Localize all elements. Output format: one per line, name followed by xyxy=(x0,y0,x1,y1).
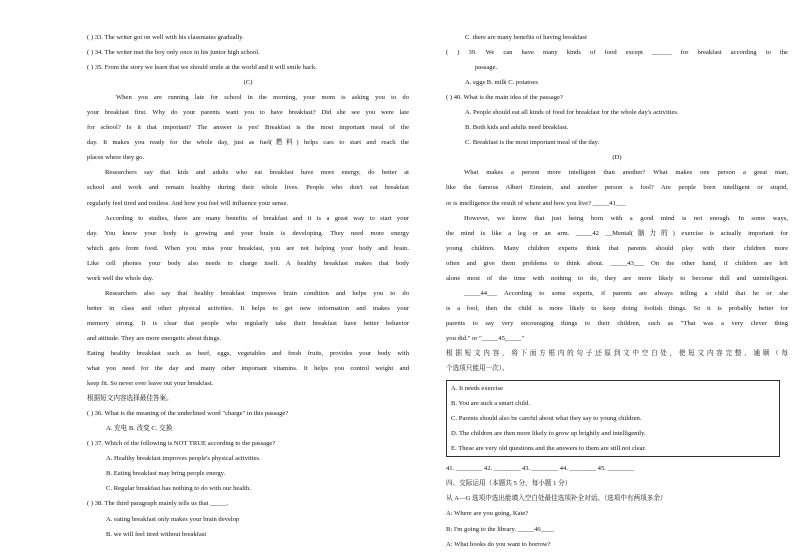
text-line: B. we will feel tired without breakfast xyxy=(106,530,207,538)
text-line: 从 A—G 选项中选出能填入空白处最佳选项补全对话。（选项中有两项多余） xyxy=(446,495,667,503)
text-line: keep fit. So never ever leave out your breakfast. xyxy=(87,380,214,388)
text-line: 四、交际运用（本题共 5 分，每小题 1 分） xyxy=(446,480,572,488)
text-line: or is intelligence the result of where and how you live? _____41___ xyxy=(446,199,626,207)
text-line: ( ) 35. From the story we learn that we should smile at the world and it will smile back. xyxy=(87,64,317,72)
sentence-options-box xyxy=(446,380,780,457)
text-line: 个选项只能用一次）。 xyxy=(446,365,509,373)
text-line: C. Regular breakfast has nothing to do with our health. xyxy=(106,485,251,493)
left-column xyxy=(87,30,409,542)
text-line: like the famous Albert Einstein, and another person a fool? Are people born intelligent or stupid, xyxy=(446,184,788,192)
text-line: B: I'm going to the library. _____46____ xyxy=(446,525,554,533)
text-line: often and give them problems to think about. _____43___ On the other hand, if children are left xyxy=(446,259,788,267)
text-line: B. Both kids and adults need breakfast. xyxy=(465,124,569,132)
text-line: According to studies, there are many benefits of breakfast and it is a great way to start your xyxy=(105,214,409,222)
text-line: Researchers say that kids and adults who eat breakfast have more energy, do better at xyxy=(105,169,409,177)
text-line: ( ) 38. The third paragraph mainly tells us that _____. xyxy=(87,500,229,508)
text-line: places where they go. xyxy=(87,154,145,162)
text-line: work well the whole day. xyxy=(87,274,154,282)
text-line: A. People should eat all kinds of food for breakfast for the whole day's activities. xyxy=(465,109,679,117)
text-line: for school? Is it that important? The answer is yes! Breakfast is the most important meal of the xyxy=(87,124,409,132)
text-line: Like cell phones your body also needs to charge itself. A healthy breakfast makes that body xyxy=(87,259,409,267)
text-line: A. 充电 B. 改变 C. 交换 xyxy=(106,425,173,433)
box-option: A. It needs exercise xyxy=(451,385,503,393)
text-line: school and work and remain healthy during their whole lives. People who don't eat breakfast xyxy=(87,184,409,192)
box-option: E. These are very old questions and the answers to them are still not clear. xyxy=(451,445,647,453)
text-line: ( ) 33. The writer got on well with his classmates gradually. xyxy=(87,34,244,41)
text-line: which gets from food. When you miss your breakfast, you are not helping your body and brain. xyxy=(87,244,409,252)
text-line: (C) xyxy=(243,79,253,87)
text-line: passage. xyxy=(475,64,498,72)
right-column xyxy=(446,30,788,552)
text-line: your breakfast first. Why do your parents want you to have breakfast? Did she see you were late xyxy=(87,109,409,117)
text-line: B. Eating breakfast may bring people energy. xyxy=(106,470,226,478)
text-line: ( ) 34. The writer met the boy only once in his junior high school. xyxy=(87,49,260,57)
text-line: Eating healthy breakfast such as beef, eggs, vegetables and fresh fruits, provides your body with xyxy=(87,349,409,357)
text-line: A. eggs B. milk C. potatoes xyxy=(465,79,538,87)
text-line: What makes a person more intelligent than another? What makes one person a great man, xyxy=(464,169,788,177)
text-line: ( ) 36. What is the meaning of the underlined word "charge" in this passage? xyxy=(87,410,289,418)
text-line: _____44___ According to some experts, if parents are always telling a child that he or she xyxy=(464,289,788,297)
text-line: young children. Many children experts think that parents should play with their children more xyxy=(446,244,788,252)
text-line: regularly feel tired and restless. And how you feel will influence your sense. xyxy=(87,199,289,207)
text-line: Researchers also say that healthy breakfast improves brain condition and helps you to do xyxy=(105,289,409,297)
box-option: D. The children are then more likely to grow up brightly and intelligently. xyxy=(451,430,646,438)
text-line: C. Breakfast is the most important meal of the day. xyxy=(465,139,600,147)
text-line: parents to say very encouraging things to their children, such as "That was a very clever thing xyxy=(446,319,788,327)
text-line: A: What books do you want to borrow? xyxy=(446,540,551,548)
text-line: is a fool, then the child is more likely to keep doing foolish things. So it is probably better for xyxy=(446,304,788,312)
text-line: ( ) 37. Which of the following is NOT TRUE according to the passage? xyxy=(87,440,276,448)
text-line: alone most of the time with nothing to do, they are more likely to become dull and unintelligent. xyxy=(446,274,788,282)
right-column-top xyxy=(446,30,788,376)
text-line: 41. ________ 42. ________ 43. ________ 44. ________ 45. ________ xyxy=(446,465,634,473)
text-line: ( ) 39. We can have many kinds of food except ______ for breakfast according to the xyxy=(446,49,788,57)
text-line: A. eating breakfast only makes your brain develop xyxy=(106,515,240,523)
text-line: When you are running late for school in the morning, your mom is asking you to do xyxy=(116,94,409,102)
text-line: and attitude. They are more energetic about things. xyxy=(87,334,221,342)
text-line: C. there are many benefits of having breakfast xyxy=(465,34,587,41)
text-line: A. Healthy breakfast improves people's physical activities. xyxy=(106,455,261,463)
text-line: 根据短文内容，将下面方框内的句子还原到文中空白处，使短文内容完整、通顺（每 xyxy=(446,349,788,357)
text-line: you did." or "_____45_____" xyxy=(446,334,525,342)
box-option: B. You are such a smart child. xyxy=(451,400,530,408)
text-line: day. You know your body is growing and your brain is developing. They need more energy xyxy=(87,229,409,237)
box-option: C. Parents should also be careful about what they say to young children. xyxy=(451,415,642,423)
right-column-bottom xyxy=(446,461,788,551)
text-line: A: Where are you going, Kate? xyxy=(446,510,529,518)
text-line: day. It makes you ready for the whole day, just as fuel(燃料) helps cars to start and reach the xyxy=(87,139,409,147)
text-line: However, we know that just being born with a good mind is not enough. In some ways, xyxy=(464,214,788,222)
text-line: 根据短文内容选择最佳答案。 xyxy=(87,395,173,403)
text-line: (D) xyxy=(612,154,622,162)
text-line: memory strong. It is clear that people who regularly take their breakfast have better behavior xyxy=(87,319,409,327)
text-line: ( ) 40. What is the main idea of the passage? xyxy=(446,94,563,102)
text-line: the mind is like a leg or an arm. _____42 __Mental(脑力的) exercise is actually important for xyxy=(446,229,788,237)
text-line: better in class and other physical activities. It helps to get new information and makes your xyxy=(87,304,409,312)
text-line: what you need for the day and many other important vitamins. It helps you control weight and xyxy=(87,365,409,373)
